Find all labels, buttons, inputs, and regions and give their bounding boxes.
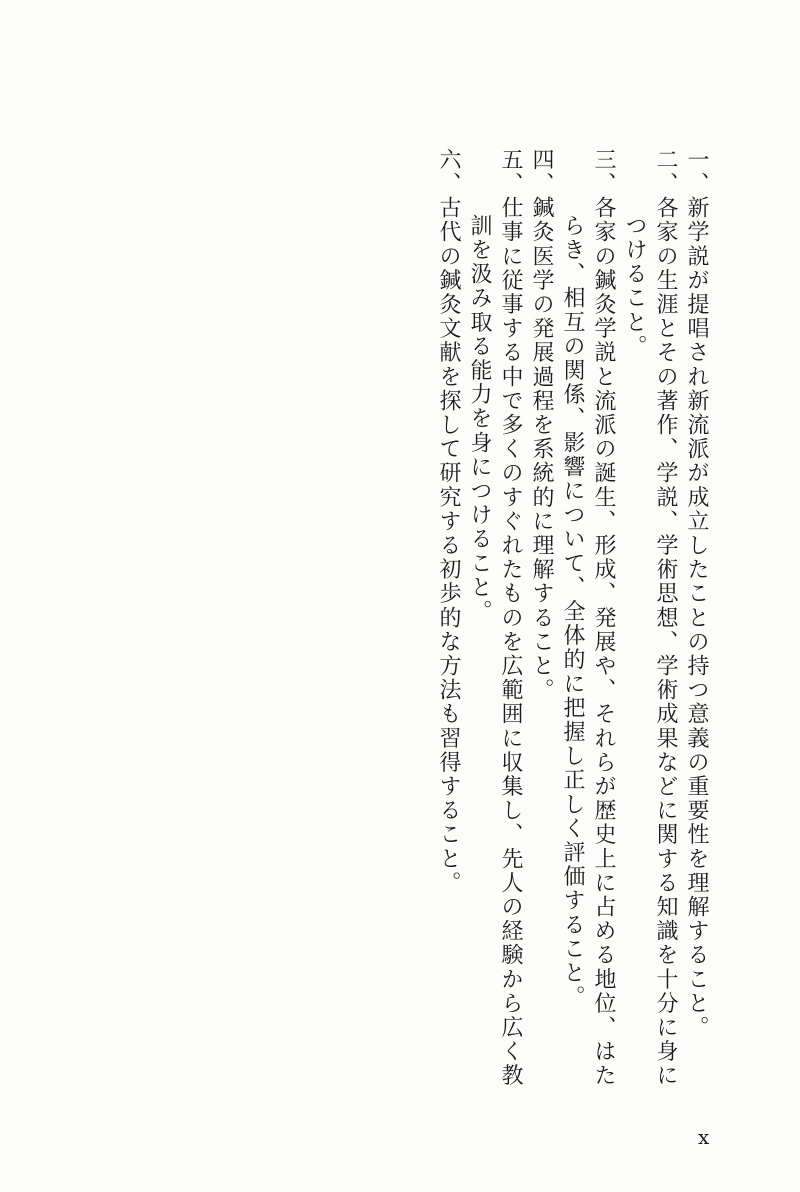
numbered-list — [433, 148, 712, 1108]
list-item-4 — [526, 148, 557, 1108]
item-number: 四、 — [529, 148, 554, 197]
list-item-3 — [557, 148, 619, 1108]
list-item-6 — [433, 148, 464, 1108]
item-number: 五、 — [498, 148, 523, 197]
item-text: 各家の生涯とその著作、学説、学術思想、学術成果などに関する知識を十分に身につけること。 — [622, 196, 678, 1088]
item-text: 仕事に従事する中で多くのすぐれたものを広範囲に収集し、先人の経験から広く教訓を汲み取る能力を身につけること。 — [467, 196, 523, 1088]
item-text: 新学説が提唱され新流派が成立したことの持つ意義の重要性を理解すること。 — [684, 196, 709, 1040]
item-text: 各家の鍼灸学説と流派の誕生、形成、発展や、それらが歴史上に占める地位、はたらき、相互の関係、影響について、全体的に把握し正しく評価すること。 — [560, 196, 616, 1088]
item-number: 二、 — [653, 148, 678, 197]
item-number: 六、 — [436, 148, 461, 197]
list-item-1 — [681, 148, 712, 1108]
item-text: 古代の鍼灸文献を探して研究する初歩的な方法も習得すること。 — [436, 196, 461, 896]
item-number: 三、 — [591, 148, 616, 197]
list-item-2 — [619, 148, 681, 1108]
list-item-5 — [464, 148, 526, 1108]
item-text: 鍼灸医学の発展過程を系統的に理解すること。 — [529, 196, 554, 703]
page-number: x — [698, 1125, 710, 1149]
item-number: 一、 — [684, 148, 709, 197]
